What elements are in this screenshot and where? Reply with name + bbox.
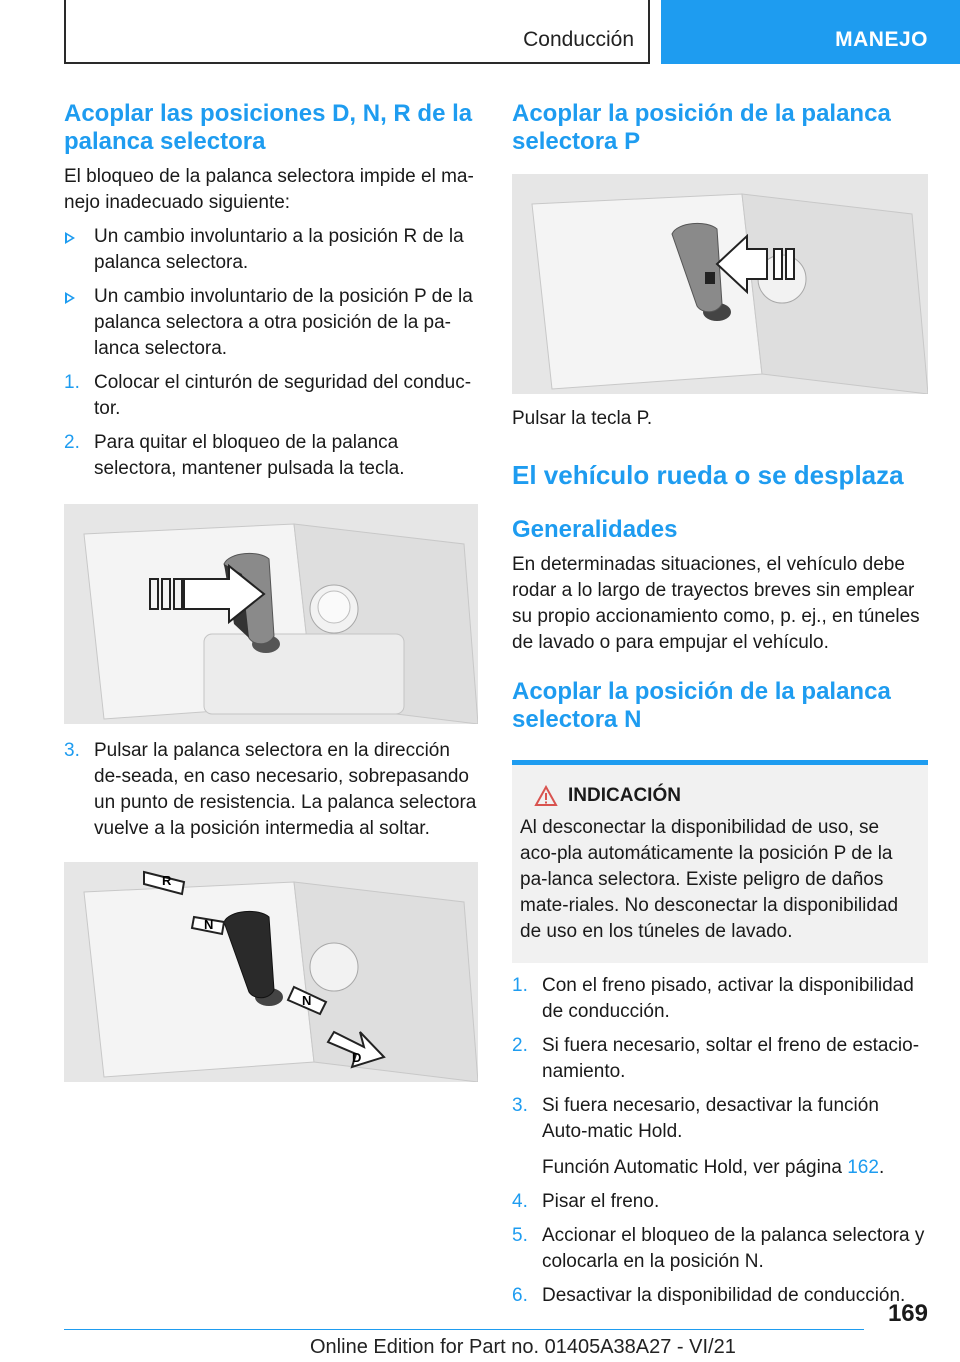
page-reference <box>512 1155 928 1181</box>
step-text: Si fuera necesario, desactivar la función Auto-matic Hold. <box>542 1095 879 1142</box>
step-text: Pisar el freno. <box>542 1191 660 1212</box>
step-item <box>512 1033 928 1085</box>
notice-text: Al desconectar la disponibilidad de uso, se aco-pla automáticamente la posición P de la pa-lanca selectora. Existe peligro de daños mate-riales. No desconectar la disponibilidad de uso en los túneles de lavado. <box>520 817 899 942</box>
heading-gear-n: Acoplar la posición de la palanca selectora N <box>512 678 891 733</box>
header-chapter-tab <box>661 0 960 64</box>
figure-p-button <box>512 174 928 394</box>
fig2-label-n-bottom: N <box>302 993 312 1008</box>
heading-vehicle-rolls: El vehículo rueda o se desplaza <box>512 460 904 490</box>
step-text: Desactivar la disponibilidad de conducción. <box>542 1285 906 1306</box>
warning-triangle-icon <box>534 785 558 807</box>
caption-p: Pulsar la tecla P. <box>512 408 653 429</box>
footer-divider <box>64 1329 864 1330</box>
list-item-text: Un cambio involuntario a la posición R de la palanca selectora. <box>94 226 464 273</box>
list-item <box>64 224 478 276</box>
fig2-label-r: R <box>162 873 172 888</box>
step-number: 1. <box>64 372 80 393</box>
header-section-box <box>64 0 650 64</box>
step-number: 5. <box>512 1225 528 1246</box>
list-item <box>64 284 478 362</box>
left-column <box>64 100 478 1082</box>
reference-text: Función Automatic Hold, ver página <box>542 1157 848 1178</box>
general-text: En determinadas situaciones, el vehículo debe rodar a lo largo de trayectos breves sin emplear su propio accionamiento como, p. ej., en túneles de lavado o para empujar el vehículo. <box>512 554 920 653</box>
list-item-text: Un cambio involuntario de la posición P de la palanca selectora a otra posición de la pa-lanca selectora. <box>94 286 473 359</box>
footer-edition: Online Edition for Part no. 01405A38A27 - VI/21 <box>310 1336 736 1358</box>
header-chapter-title: MANEJO <box>835 28 928 51</box>
step-text: Accionar el bloqueo de la palanca selectora y colocarla en la posición N. <box>542 1225 925 1272</box>
header-section-title: Conducción <box>523 28 634 51</box>
intro-text: El bloqueo de la palanca selectora impide el ma-nejo inadecuado siguiente: <box>64 166 474 213</box>
fig2-label-d: D <box>352 1050 362 1065</box>
step-number: 2. <box>64 432 80 453</box>
step-item <box>64 370 478 422</box>
step-item <box>64 738 478 842</box>
notice-title: INDICACIÓN <box>568 785 681 806</box>
selector-direction-illustration <box>64 862 478 1082</box>
page-number: 169 <box>887 1300 928 1327</box>
heading-gear-p: Acoplar la posición de la palanca selectora P <box>512 100 891 155</box>
triangle-bullet-icon <box>65 292 75 304</box>
step-number: 4. <box>512 1191 528 1212</box>
steps-list-b <box>512 973 928 1309</box>
reference-page-link[interactable]: 162 <box>847 1157 879 1178</box>
step-text: Colocar el cinturón de seguridad del conduc-tor. <box>94 372 472 419</box>
step-item <box>512 1093 928 1145</box>
step-number: 3. <box>64 740 80 761</box>
step-item <box>512 1283 928 1309</box>
step-text: Con el freno pisado, activar la disponibilidad de conducción. <box>542 975 914 1022</box>
reference-tail: . <box>878 1157 885 1178</box>
step-item <box>512 1189 928 1215</box>
step-number: 6. <box>512 1285 528 1306</box>
notice-box <box>512 760 928 963</box>
step-number: 3. <box>512 1095 528 1116</box>
heading-gear-dnr: Acoplar las posiciones D, N, R de la palanca selectora <box>64 100 473 155</box>
p-button-illustration <box>512 174 928 394</box>
bullet-list <box>64 224 478 362</box>
figure-selector-lever-release <box>64 504 478 724</box>
step-text: Para quitar el bloqueo de la palanca selectora, mantener pulsada la tecla. <box>94 432 405 479</box>
triangle-bullet-icon <box>65 232 75 244</box>
step-text: Pulsar la palanca selectora en la dirección de-seada, en caso necesario, sobrepasando un punto de resistencia. La palanca selectora vuelve a la posición intermedia al soltar. <box>94 740 477 839</box>
steps-list-a <box>64 370 478 482</box>
right-column <box>512 100 928 1309</box>
step-item <box>512 1223 928 1275</box>
selector-lever-illustration <box>64 504 478 724</box>
heading-general: Generalidades <box>512 516 678 543</box>
step-text: Si fuera necesario, soltar el freno de estacio-namiento. <box>542 1035 920 1082</box>
figure-selector-directions <box>64 862 478 1082</box>
step-number: 2. <box>512 1035 528 1056</box>
fig2-label-n-top: N <box>204 917 214 932</box>
step-item <box>512 973 928 1025</box>
step-item <box>64 430 478 482</box>
step-number: 1. <box>512 975 528 996</box>
notice-header <box>520 785 920 807</box>
